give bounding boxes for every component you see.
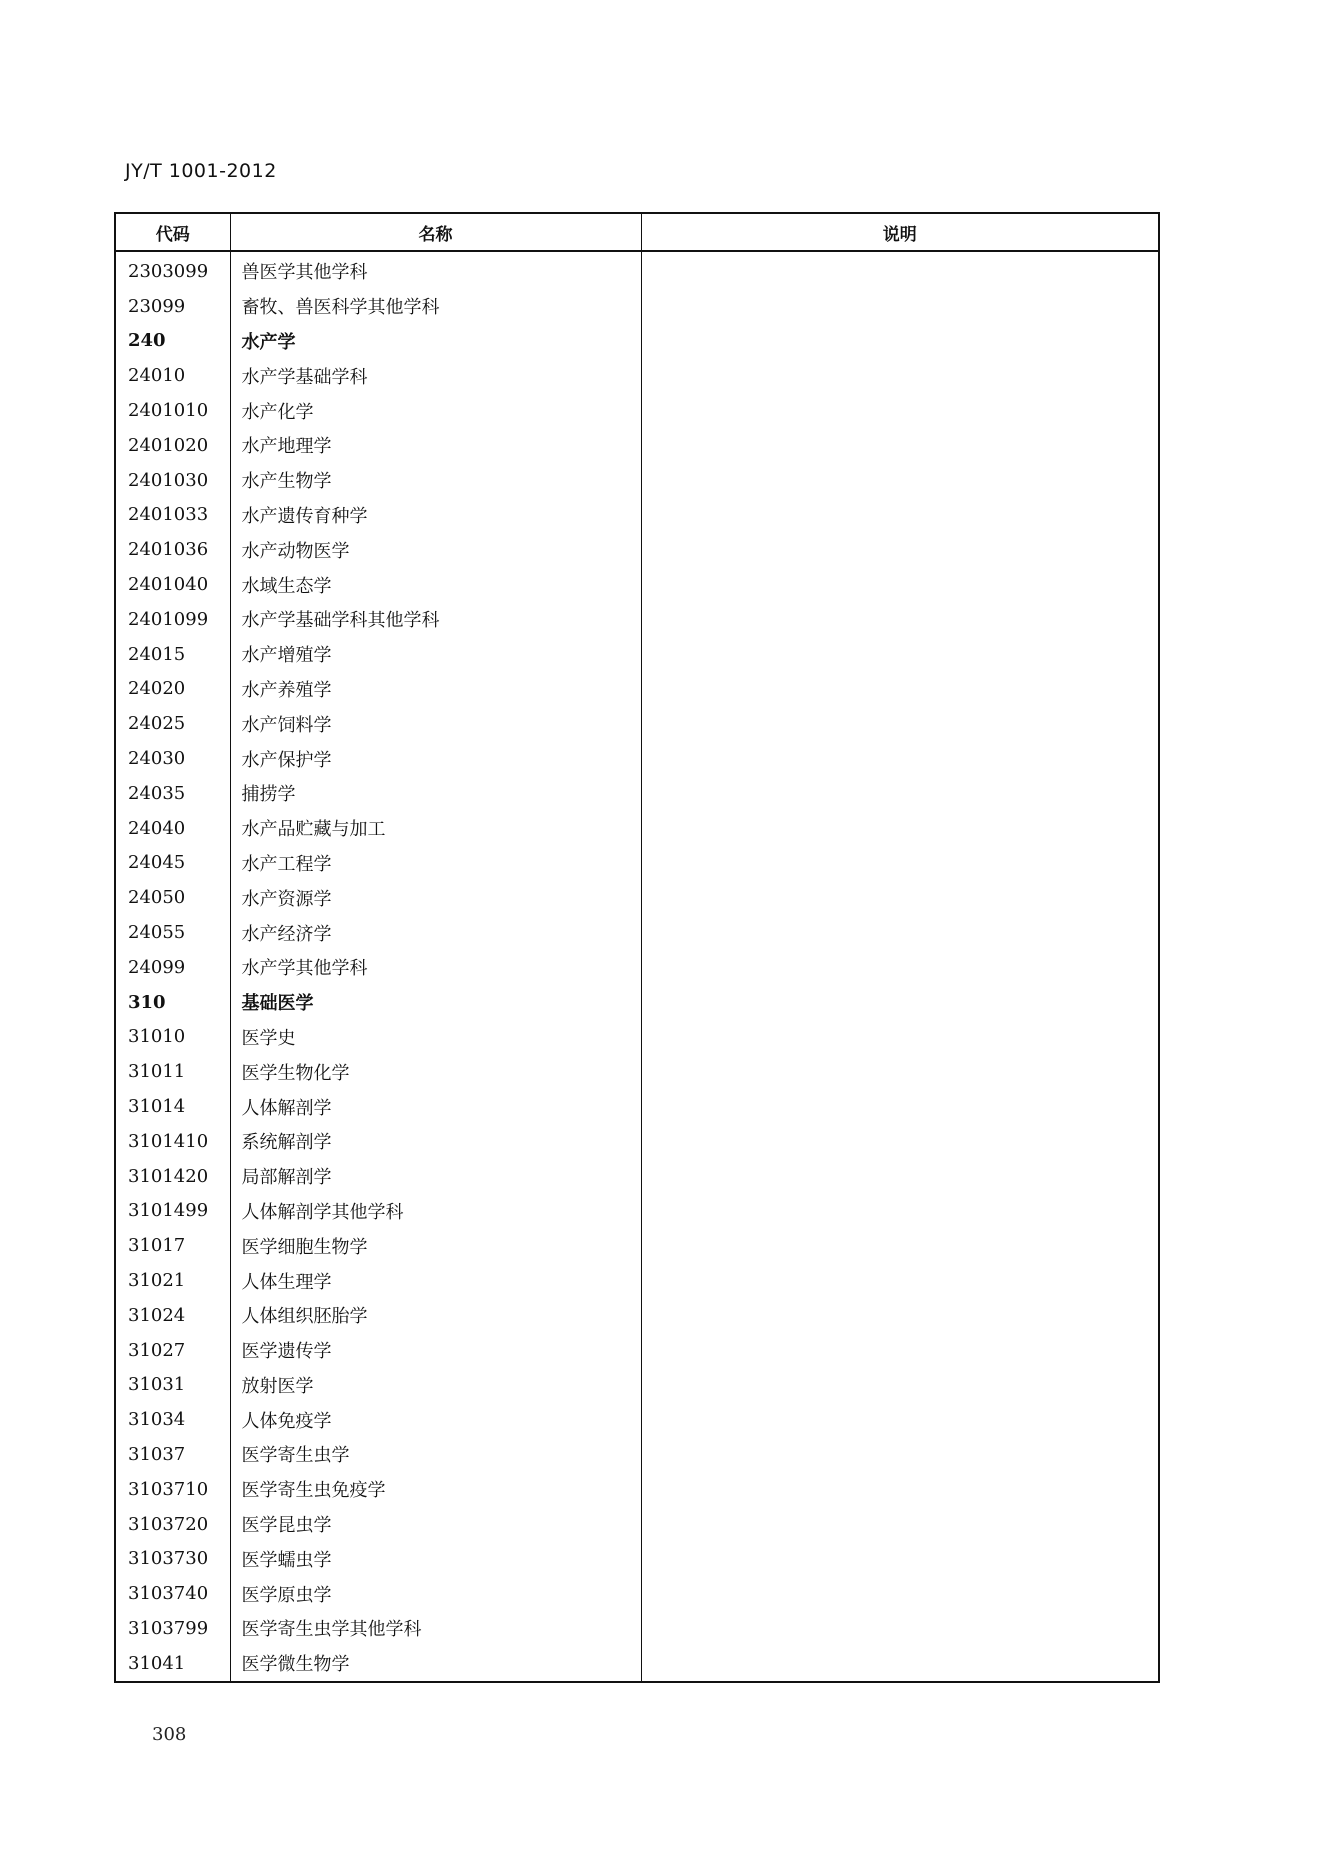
note-cell xyxy=(641,1263,1159,1298)
note-cell xyxy=(641,846,1159,881)
table-row xyxy=(115,1576,1159,1611)
code-cell: 3103720 xyxy=(115,1507,230,1542)
name-cell: 水产工程学 xyxy=(230,846,641,881)
document-code: JY/T 1001-2012 xyxy=(125,160,277,182)
table-row xyxy=(115,498,1159,533)
code-cell: 3103799 xyxy=(115,1611,230,1646)
name-cell: 水产资源学 xyxy=(230,880,641,915)
table-row xyxy=(115,428,1159,463)
table-row xyxy=(115,532,1159,567)
name-cell: 捕捞学 xyxy=(230,776,641,811)
code-cell: 24015 xyxy=(115,637,230,672)
code-cell: 3101420 xyxy=(115,1159,230,1194)
note-cell xyxy=(641,428,1159,463)
code-cell: 31024 xyxy=(115,1298,230,1333)
name-cell: 人体组织胚胎学 xyxy=(230,1298,641,1333)
note-cell xyxy=(641,1368,1159,1403)
code-cell: 31011 xyxy=(115,1054,230,1089)
table-row xyxy=(115,1228,1159,1263)
name-cell: 水产养殖学 xyxy=(230,672,641,707)
table-row xyxy=(115,1541,1159,1576)
note-cell xyxy=(641,776,1159,811)
table-row xyxy=(115,1402,1159,1437)
code-cell: 31014 xyxy=(115,1089,230,1124)
name-cell: 水产饲料学 xyxy=(230,706,641,741)
code-cell: 31031 xyxy=(115,1368,230,1403)
table-row xyxy=(115,393,1159,428)
table-row xyxy=(115,637,1159,672)
note-cell xyxy=(641,1402,1159,1437)
code-cell: 2401040 xyxy=(115,567,230,602)
note-cell xyxy=(641,637,1159,672)
table-row xyxy=(115,950,1159,985)
note-cell xyxy=(641,463,1159,498)
name-cell: 水产经济学 xyxy=(230,915,641,950)
code-cell: 24055 xyxy=(115,915,230,950)
table-row xyxy=(115,1507,1159,1542)
code-cell: 31041 xyxy=(115,1646,230,1682)
note-cell xyxy=(641,532,1159,567)
page-number: 308 xyxy=(152,1724,187,1745)
name-cell: 水产增殖学 xyxy=(230,637,641,672)
code-cell: 24045 xyxy=(115,846,230,881)
table-row xyxy=(115,1472,1159,1507)
note-cell xyxy=(641,672,1159,707)
code-cell: 24040 xyxy=(115,811,230,846)
table-row xyxy=(115,880,1159,915)
name-cell: 水产学基础学科 xyxy=(230,358,641,393)
name-cell: 系统解剖学 xyxy=(230,1124,641,1159)
code-cell: 310 xyxy=(115,985,230,1020)
code-cell: 2401033 xyxy=(115,498,230,533)
code-cell: 2401010 xyxy=(115,393,230,428)
code-cell: 31010 xyxy=(115,1020,230,1055)
note-cell xyxy=(641,1333,1159,1368)
note-cell xyxy=(641,324,1159,359)
code-cell: 2401020 xyxy=(115,428,230,463)
name-cell: 水域生态学 xyxy=(230,567,641,602)
name-cell: 兽医学其他学科 xyxy=(230,251,641,289)
note-cell xyxy=(641,1194,1159,1229)
name-cell: 水产化学 xyxy=(230,393,641,428)
name-cell: 人体生理学 xyxy=(230,1263,641,1298)
name-cell: 畜牧、兽医科学其他学科 xyxy=(230,289,641,324)
table-row xyxy=(115,706,1159,741)
table-row xyxy=(115,567,1159,602)
table-row xyxy=(115,1089,1159,1124)
name-cell: 医学细胞生物学 xyxy=(230,1228,641,1263)
table-row xyxy=(115,1437,1159,1472)
column-header-name: 名称 xyxy=(230,213,641,251)
name-cell: 基础医学 xyxy=(230,985,641,1020)
code-cell: 31027 xyxy=(115,1333,230,1368)
table-row xyxy=(115,1054,1159,1089)
name-cell: 医学寄生虫学其他学科 xyxy=(230,1611,641,1646)
table-row xyxy=(115,1020,1159,1055)
note-cell xyxy=(641,251,1159,289)
table-row xyxy=(115,915,1159,950)
name-cell: 人体免疫学 xyxy=(230,1402,641,1437)
note-cell xyxy=(641,985,1159,1020)
code-cell: 31017 xyxy=(115,1228,230,1263)
table-row xyxy=(115,741,1159,776)
table-row xyxy=(115,1159,1159,1194)
name-cell: 医学寄生虫学 xyxy=(230,1437,641,1472)
name-cell: 水产生物学 xyxy=(230,463,641,498)
code-cell: 24020 xyxy=(115,672,230,707)
note-cell xyxy=(641,880,1159,915)
table-header xyxy=(115,213,1159,251)
code-cell: 24025 xyxy=(115,706,230,741)
discipline-code-table xyxy=(114,212,1160,1683)
code-cell: 240 xyxy=(115,324,230,359)
note-cell xyxy=(641,1298,1159,1333)
name-cell: 医学遗传学 xyxy=(230,1333,641,1368)
table-row xyxy=(115,289,1159,324)
name-cell: 医学昆虫学 xyxy=(230,1507,641,1542)
note-cell xyxy=(641,915,1159,950)
name-cell: 医学史 xyxy=(230,1020,641,1055)
note-cell xyxy=(641,1576,1159,1611)
name-cell: 医学蠕虫学 xyxy=(230,1541,641,1576)
code-cell: 3103730 xyxy=(115,1541,230,1576)
name-cell: 水产学其他学科 xyxy=(230,950,641,985)
note-cell xyxy=(641,1541,1159,1576)
code-cell: 24035 xyxy=(115,776,230,811)
note-cell xyxy=(641,741,1159,776)
table-row xyxy=(115,776,1159,811)
name-cell: 医学生物化学 xyxy=(230,1054,641,1089)
note-cell xyxy=(641,602,1159,637)
table-body xyxy=(115,251,1159,1682)
name-cell: 水产学基础学科其他学科 xyxy=(230,602,641,637)
note-cell xyxy=(641,567,1159,602)
note-cell xyxy=(641,1646,1159,1682)
table-row xyxy=(115,1333,1159,1368)
table-row xyxy=(115,1646,1159,1682)
column-header-code: 代码 xyxy=(115,213,230,251)
code-cell: 2401036 xyxy=(115,532,230,567)
code-cell: 2401099 xyxy=(115,602,230,637)
note-cell xyxy=(641,498,1159,533)
name-cell: 医学微生物学 xyxy=(230,1646,641,1682)
name-cell: 人体解剖学 xyxy=(230,1089,641,1124)
table-row xyxy=(115,1611,1159,1646)
code-cell: 31034 xyxy=(115,1402,230,1437)
name-cell: 放射医学 xyxy=(230,1368,641,1403)
code-cell: 23099 xyxy=(115,289,230,324)
note-cell xyxy=(641,706,1159,741)
table-row xyxy=(115,602,1159,637)
name-cell: 医学寄生虫免疫学 xyxy=(230,1472,641,1507)
note-cell xyxy=(641,1020,1159,1055)
table-row xyxy=(115,672,1159,707)
name-cell: 人体解剖学其他学科 xyxy=(230,1194,641,1229)
column-header-note: 说明 xyxy=(641,213,1159,251)
name-cell: 水产保护学 xyxy=(230,741,641,776)
note-cell xyxy=(641,1159,1159,1194)
table-row xyxy=(115,463,1159,498)
code-cell: 31021 xyxy=(115,1263,230,1298)
note-cell xyxy=(641,289,1159,324)
code-cell: 24099 xyxy=(115,950,230,985)
table-row xyxy=(115,1298,1159,1333)
code-cell: 2401030 xyxy=(115,463,230,498)
name-cell: 局部解剖学 xyxy=(230,1159,641,1194)
table-row xyxy=(115,251,1159,289)
name-cell: 水产遗传育种学 xyxy=(230,498,641,533)
table-header-row xyxy=(115,213,1159,251)
table-row xyxy=(115,358,1159,393)
note-cell xyxy=(641,358,1159,393)
note-cell xyxy=(641,1437,1159,1472)
code-cell: 3101499 xyxy=(115,1194,230,1229)
note-cell xyxy=(641,1228,1159,1263)
note-cell xyxy=(641,950,1159,985)
table-row xyxy=(115,846,1159,881)
code-cell: 31037 xyxy=(115,1437,230,1472)
note-cell xyxy=(641,1124,1159,1159)
note-cell xyxy=(641,1611,1159,1646)
code-cell: 24050 xyxy=(115,880,230,915)
table-row xyxy=(115,1368,1159,1403)
name-cell: 水产动物医学 xyxy=(230,532,641,567)
table-row xyxy=(115,1263,1159,1298)
note-cell xyxy=(641,1089,1159,1124)
name-cell: 水产学 xyxy=(230,324,641,359)
code-cell: 24030 xyxy=(115,741,230,776)
note-cell xyxy=(641,1507,1159,1542)
code-cell: 3103710 xyxy=(115,1472,230,1507)
note-cell xyxy=(641,811,1159,846)
name-cell: 水产地理学 xyxy=(230,428,641,463)
code-cell: 3103740 xyxy=(115,1576,230,1611)
code-cell: 2303099 xyxy=(115,251,230,289)
code-cell: 3101410 xyxy=(115,1124,230,1159)
table-row xyxy=(115,985,1159,1020)
code-cell: 24010 xyxy=(115,358,230,393)
table-row xyxy=(115,811,1159,846)
table-row xyxy=(115,1124,1159,1159)
note-cell xyxy=(641,1054,1159,1089)
note-cell xyxy=(641,393,1159,428)
name-cell: 医学原虫学 xyxy=(230,1576,641,1611)
table-row xyxy=(115,324,1159,359)
name-cell: 水产品贮藏与加工 xyxy=(230,811,641,846)
table-row xyxy=(115,1194,1159,1229)
note-cell xyxy=(641,1472,1159,1507)
